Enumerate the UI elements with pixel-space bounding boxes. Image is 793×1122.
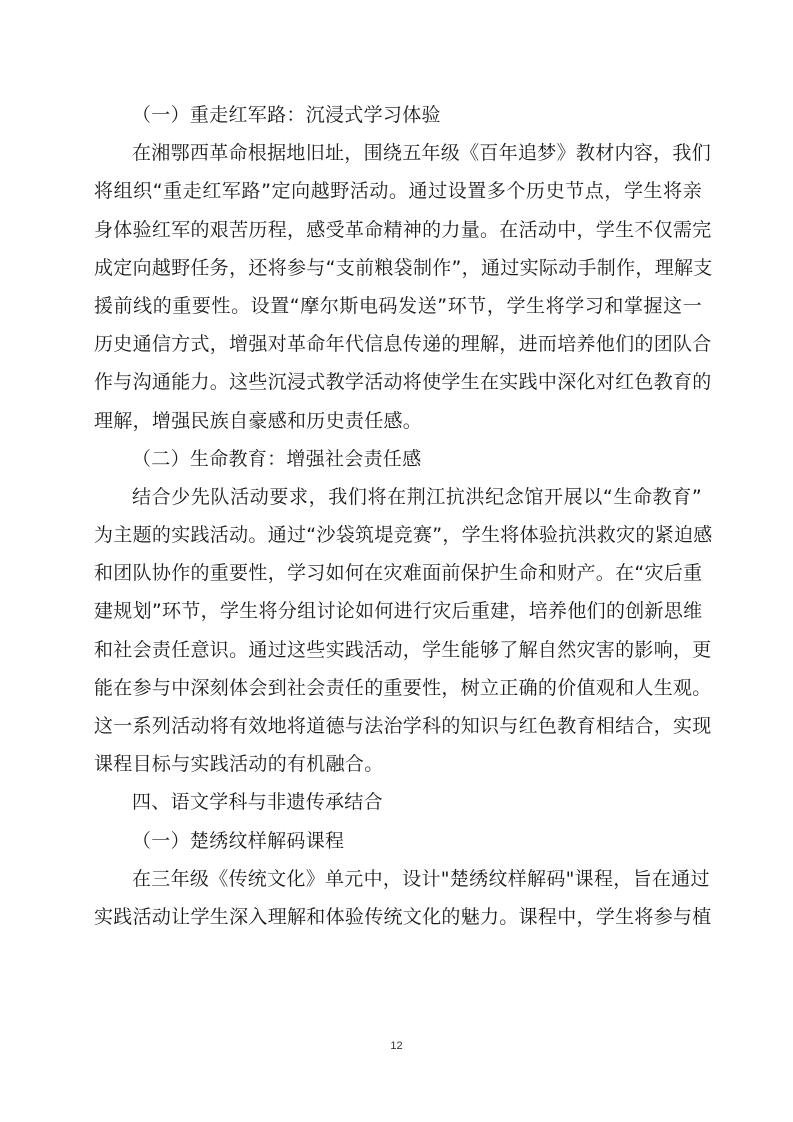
paragraph-line: 能在参与中深刻体会到社会责任的重要性，树立正确的价值观和人生观。	[94, 676, 712, 699]
paragraph-line: 结合少先队活动要求，我们将在荆江抗洪纪念馆开展以“生命教育”	[132, 485, 702, 508]
paragraph-line: 和团队协作的重要性，学习如何在灾难面前保护生命和财产。在“灾后重	[94, 562, 703, 585]
paragraph-line: 为主题的实践活动。通过“沙袋筑堤竞赛”，学生将体验抗洪救灾的紧迫感	[94, 524, 713, 547]
paragraph-line: 课程目标与实践活动的有机融合。	[94, 753, 384, 776]
document-body	[94, 96, 713, 936]
paragraph-line: 成定向越野任务，还将参与“支前粮袋制作”，通过实际动手制作，理解支	[94, 256, 713, 279]
paragraph-line: 理解，增强民族自豪感和历史责任感。	[94, 409, 423, 432]
page-number: 12	[390, 1040, 403, 1052]
paragraph-line: 将组织“重走红军路”定向越野活动。通过设置多个历史节点，学生将亲	[94, 180, 702, 203]
paragraph-line: 援前线的重要性。设置“摩尔斯电码发送”环节，学生将学习和掌握这一	[94, 294, 702, 317]
section-heading-life-education: （二）生命教育：增强社会责任感	[132, 447, 422, 470]
paragraph-line: 建规划”环节，学生将分组讨论如何进行灾后重建，培养他们的创新思维	[94, 600, 703, 623]
section-heading-chu-embroidery: （一）楚绣纹样解码课程	[132, 829, 345, 852]
paragraph-line: 和社会责任意识。通过这些实践活动，学生能够了解自然灾害的影响，更	[94, 638, 712, 661]
paragraph-line: 作与沟通能力。这些沉浸式教学活动将使学生在实践中深化对红色教育的	[94, 371, 712, 394]
section-heading-red-army-route: （一）重走红军路：沉浸式学习体验	[132, 104, 441, 126]
paragraph-line: 这一系列活动将有效地将道德与法治学科的知识与红色教育相结合，实现	[94, 715, 712, 737]
section-heading-chinese-heritage: 四、语文学科与非遗传承结合	[132, 791, 383, 814]
paragraph-line: 在三年级《传统文化》单元中，设计"楚绣纹样解码"课程，旨在通过	[132, 867, 710, 890]
paragraph-line: 实践活动让学生深入理解和体验传统文化的魅力。课程中，学生将参与植	[94, 905, 712, 928]
paragraph-line: 在湘鄂西革命根据地旧址，围绕五年级《百年追梦》教材内容，我们	[132, 142, 712, 165]
paragraph-line: 历史通信方式，增强对革命年代信息传递的理解，进而培养他们的团队合	[94, 333, 712, 356]
paragraph-line: 身体验红军的艰苦历程，感受革命精神的力量。在活动中，学生不仅需完	[94, 218, 712, 241]
